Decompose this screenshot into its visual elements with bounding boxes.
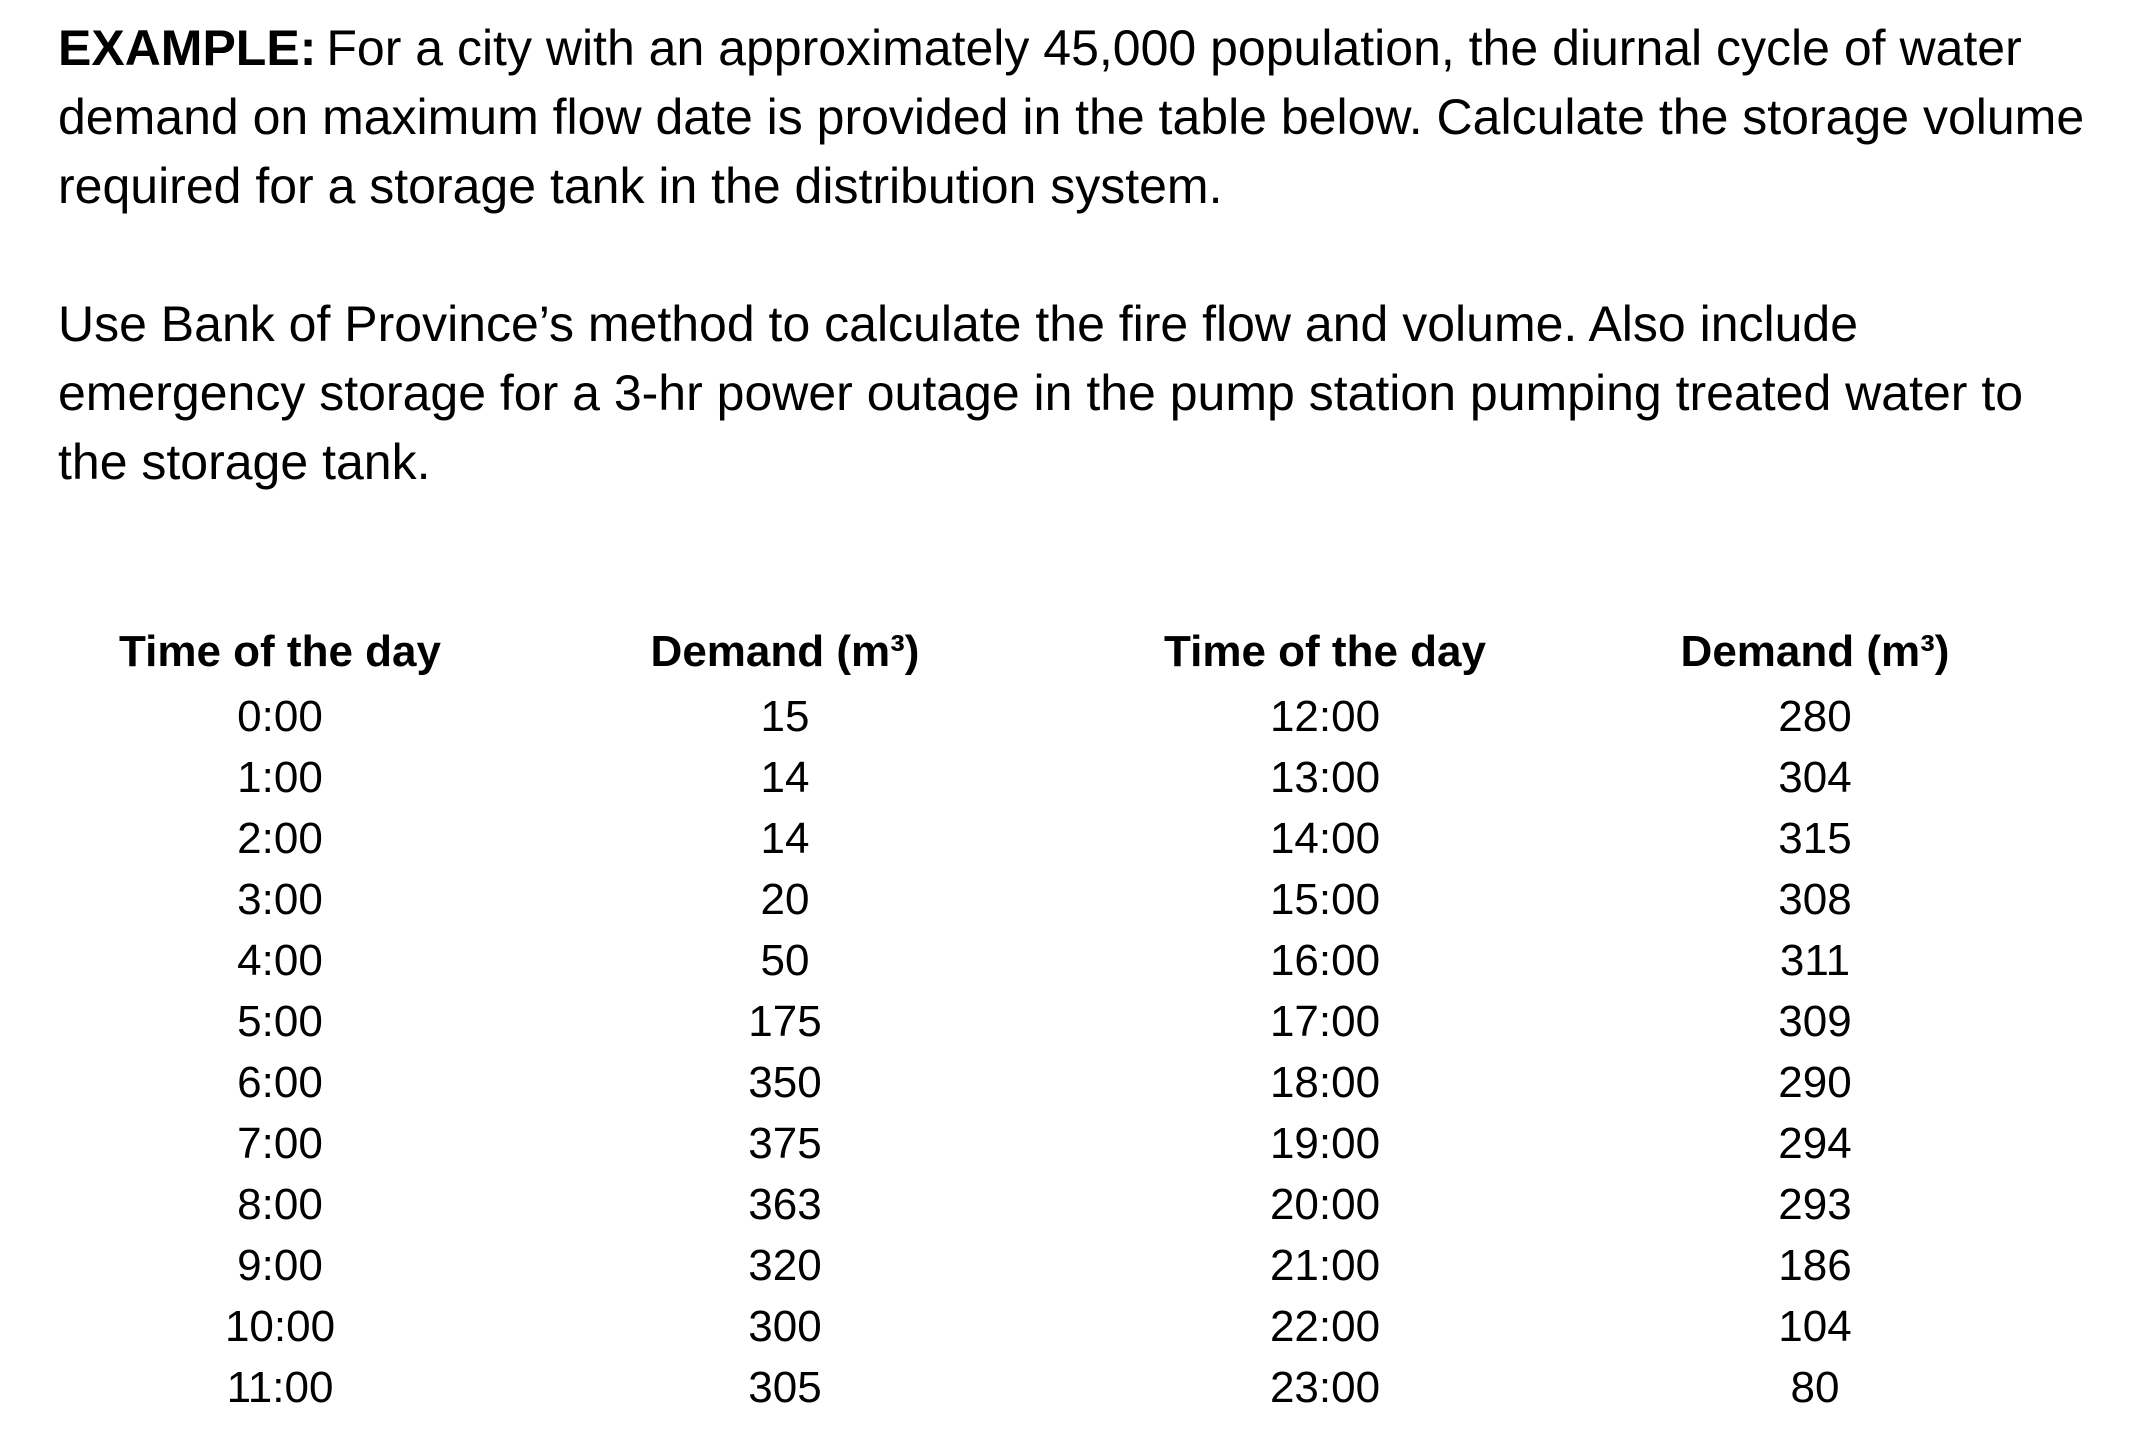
table-row xyxy=(1120,1052,2100,1113)
demand-cell: 50 xyxy=(760,935,810,985)
table-row xyxy=(60,1357,1070,1418)
time-cell: 14:00 xyxy=(1269,813,1381,863)
demand-cell: 104 xyxy=(1778,1301,1852,1351)
table-row xyxy=(60,747,1070,808)
table-row xyxy=(60,1052,1070,1113)
demand-table-right-body xyxy=(1120,686,2100,1418)
demand-cell: 309 xyxy=(1778,996,1852,1046)
demand-cell: 290 xyxy=(1778,1057,1852,1107)
demand-cell: 14 xyxy=(760,813,810,863)
table-row xyxy=(60,1296,1070,1357)
time-cell: 13:00 xyxy=(1269,752,1381,802)
demand-cell: 300 xyxy=(748,1301,822,1351)
table-header-row xyxy=(1120,618,2100,686)
demand-cell: 175 xyxy=(748,996,822,1046)
demand-cell: 20 xyxy=(760,874,810,924)
time-cell: 16:00 xyxy=(1269,935,1381,985)
table-row xyxy=(60,991,1070,1052)
example-label: EXAMPLE: xyxy=(58,20,317,76)
demand-cell: 15 xyxy=(760,691,810,741)
table-row xyxy=(60,1113,1070,1174)
table-row xyxy=(1120,808,2100,869)
demand-cell: 304 xyxy=(1778,752,1852,802)
problem-statement-text: For a city with an approximately 45,000 population, the diurnal cycle of water demand on maximum flow date is provided in the table below. Calculate the storage volume required for a storage tank in the distribution system. xyxy=(58,20,2085,214)
table-row xyxy=(60,869,1070,930)
table-row xyxy=(60,1174,1070,1235)
demand-column-header: Demand (m³) xyxy=(650,627,920,676)
table-row xyxy=(1120,930,2100,991)
time-cell: 1:00 xyxy=(237,752,323,802)
table-row xyxy=(60,686,1070,747)
table-row xyxy=(1120,1296,2100,1357)
demand-table-left xyxy=(60,618,1070,1418)
problem-statement xyxy=(58,14,2088,221)
table-header-row xyxy=(60,618,1070,686)
demand-cell: 350 xyxy=(748,1057,822,1107)
time-column-header: Time of the day xyxy=(119,627,441,676)
table-row xyxy=(1120,747,2100,808)
time-cell: 22:00 xyxy=(1269,1301,1381,1351)
demand-cell: 375 xyxy=(748,1118,822,1168)
demand-cell: 308 xyxy=(1778,874,1852,924)
table-row xyxy=(1120,991,2100,1052)
table-row xyxy=(1120,1357,2100,1418)
demand-table-right xyxy=(1120,618,2100,1418)
demand-cell: 186 xyxy=(1778,1240,1852,1290)
demand-cell: 363 xyxy=(748,1179,822,1229)
time-cell: 4:00 xyxy=(237,935,323,985)
demand-cell: 305 xyxy=(748,1362,822,1412)
time-cell: 10:00 xyxy=(224,1301,336,1351)
table-row xyxy=(1120,1174,2100,1235)
demand-column-header: Demand (m³) xyxy=(1680,627,1950,676)
demand-cell: 320 xyxy=(748,1240,822,1290)
table-row xyxy=(1120,1235,2100,1296)
demand-cell: 293 xyxy=(1778,1179,1852,1229)
time-cell: 2:00 xyxy=(237,813,323,863)
demand-cell: 280 xyxy=(1778,691,1852,741)
time-column-header: Time of the day xyxy=(1164,627,1486,676)
time-cell: 21:00 xyxy=(1269,1240,1381,1290)
time-cell: 11:00 xyxy=(226,1362,334,1412)
table-row xyxy=(1120,1113,2100,1174)
time-cell: 6:00 xyxy=(237,1057,323,1107)
demand-cell: 14 xyxy=(760,752,810,802)
time-cell: 5:00 xyxy=(237,996,323,1046)
time-cell: 23:00 xyxy=(1269,1362,1381,1412)
time-cell: 12:00 xyxy=(1269,691,1381,741)
time-cell: 8:00 xyxy=(237,1179,323,1229)
table-row xyxy=(60,808,1070,869)
table-row xyxy=(1120,869,2100,930)
demand-cell: 315 xyxy=(1778,813,1852,863)
time-cell: 3:00 xyxy=(237,874,323,924)
table-row xyxy=(1120,686,2100,747)
time-cell: 20:00 xyxy=(1269,1179,1381,1229)
table-row xyxy=(60,1235,1070,1296)
time-cell: 18:00 xyxy=(1269,1057,1381,1107)
time-cell: 9:00 xyxy=(237,1240,323,1290)
time-cell: 0:00 xyxy=(237,691,323,741)
time-cell: 17:00 xyxy=(1269,996,1381,1046)
time-cell: 19:00 xyxy=(1269,1118,1381,1168)
demand-cell: 294 xyxy=(1778,1118,1852,1168)
time-cell: 15:00 xyxy=(1269,874,1381,924)
instructions-paragraph: Use Bank of Province’s method to calculate the fire flow and volume. Also include emergency storage for a 3-hr power outage in the pump station pumping treated water to the storage tank. xyxy=(58,296,2024,490)
table-row xyxy=(60,930,1070,991)
time-cell: 7:00 xyxy=(237,1118,323,1168)
demand-cell: 311 xyxy=(1779,935,1851,985)
demand-cell: 80 xyxy=(1790,1362,1840,1412)
demand-table-left-body xyxy=(60,686,1070,1418)
